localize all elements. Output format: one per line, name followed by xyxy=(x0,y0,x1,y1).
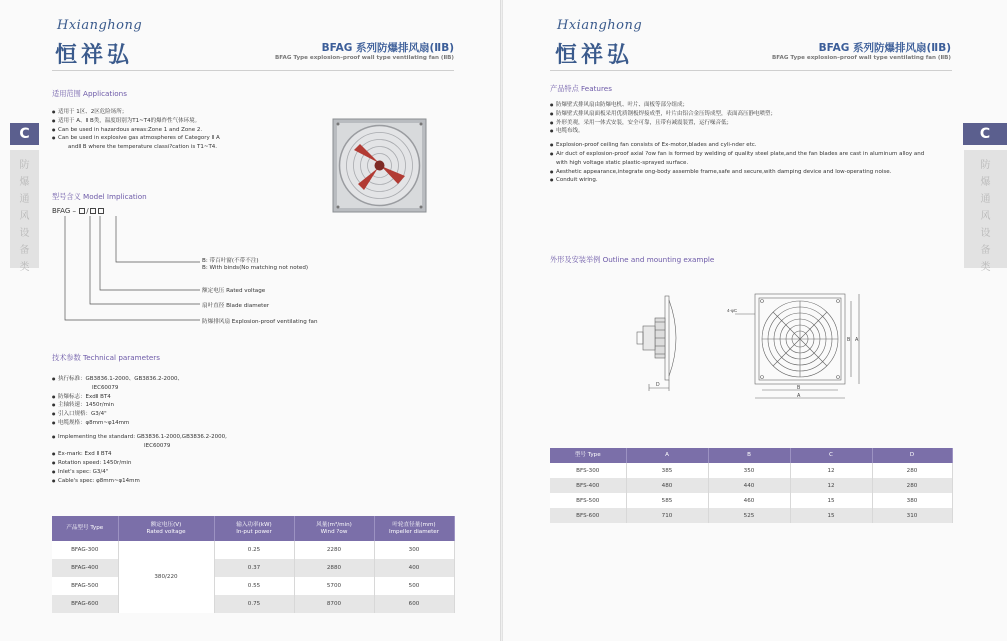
list-item: with high voltage static plastic-sprayed surface. xyxy=(556,159,689,166)
dim-label-d: D xyxy=(656,382,660,388)
list-item: IEC60079 xyxy=(92,384,119,391)
table-header: 型号 Type xyxy=(550,448,626,463)
section-vertical-label: 防 爆 通 风 设 备 类 xyxy=(10,150,39,268)
left-page xyxy=(0,0,500,641)
list-item: ● Ex-mark: Exd Ⅱ BT4 xyxy=(52,450,312,459)
table-header: 叶轮直径量(mm) Impeller diameter xyxy=(374,516,454,541)
model-title: 型号含义 Model Implication xyxy=(52,192,147,201)
list-item: ● Air duct of explosion-proof axial ?ow fan is formed by welding of quality steel plate,and the fan blades are cast in aluminum alloy and xyxy=(550,150,955,159)
list-item: ● 防爆标志：ExdⅡ BT4 xyxy=(52,393,312,402)
legend-item: 额定电压 Rated voltage xyxy=(202,288,266,294)
table-header: B xyxy=(708,448,790,463)
table-header: 输入功率(kW) In-put power xyxy=(214,516,294,541)
technical-list-cn xyxy=(52,375,312,486)
table-row: BFS-500 585 460 15 380 xyxy=(550,493,952,508)
bfs-dimension-table xyxy=(550,448,953,523)
page-title-cn: BFAG 系列防爆排风扇(ⅡB) xyxy=(321,42,454,54)
dim-label-b: B xyxy=(797,385,801,391)
model-legend-lines xyxy=(60,214,205,326)
outline-title: 外形及安装举例 Outline and mounting example xyxy=(550,255,715,264)
table-header-row xyxy=(550,448,952,463)
table-row: BFS-300 385 350 12 280 xyxy=(550,463,952,478)
legend-item: 防爆排风扇 Explosion-proof ventilating fan xyxy=(202,319,318,325)
outline-side-view xyxy=(629,292,689,392)
list-item: ● 电缆规格：φ8mm~φ14mm xyxy=(52,419,312,428)
list-item: ● Cable's spec: φ8mm~φ14mm xyxy=(52,477,312,486)
brand-script: Hxianghong xyxy=(57,18,143,33)
list-item: ● Implementing the standard: GB3836.1-2000,GB3836.2-2000, xyxy=(52,433,312,442)
table-header: 产品型号 Type xyxy=(52,516,118,541)
brand-logo-text: 恒祥弘 xyxy=(55,42,134,68)
table-row: BFAG-300 380/220 0.25 2280 300 xyxy=(52,541,454,559)
table-header: C xyxy=(790,448,872,463)
applications-title: 适用范围 Applications xyxy=(52,89,127,98)
dim-label-a: A xyxy=(797,393,801,399)
table-row: BFAG-400 0.37 2880 400 xyxy=(52,559,454,577)
list-item: ● Inlet's spec: G3/4" xyxy=(52,468,312,477)
legend-item: 扇叶直径 Blade diameter xyxy=(202,303,270,309)
list-item: IEC60079 xyxy=(144,442,171,449)
technical-title: 技术参数 Technical parameters xyxy=(52,353,161,362)
list-item: ● 引入口规格：G3/4" xyxy=(52,410,312,419)
table-header: 风量(m³/min) Wind ?ow xyxy=(294,516,374,541)
list-item: ● Aesthetic appearance,integrate ong-body assemble frame,safe and secure,with damping device and low-operating noise. xyxy=(550,168,955,177)
table-header: D xyxy=(872,448,952,463)
list-item: ● Rotation speed: 1450r/min xyxy=(52,459,312,468)
header-divider xyxy=(550,70,952,71)
list-item: ● 适用于 1区、2区危险场所； xyxy=(52,108,322,117)
list-item: ● 外形美观，采用一体式安装，安全可靠，且带有减震装置，运行噪音低； xyxy=(550,119,955,128)
outline-front-view xyxy=(727,284,867,404)
section-vertical-label: 防 爆 通 风 设 备 类 xyxy=(964,150,1007,268)
table-row: BFS-600 710 525 15 310 xyxy=(550,508,952,523)
list-item: ● 防爆壁式排风扇面板采用优质钢板焊接成型，叶片由铝合金压铸成型，表面高压静电喷塑； xyxy=(550,110,955,119)
table-header-row xyxy=(52,516,454,541)
table-row: BFAG-600 0.75 8700 600 xyxy=(52,595,454,613)
list-item: ● Can be used in explosive gas atmospheres of Category Ⅱ A xyxy=(52,134,322,143)
dim-label-holes: 4-φC xyxy=(727,308,738,313)
voltage-cell: 380/220 xyxy=(118,541,214,613)
section-tab[interactable]: C xyxy=(963,123,1007,145)
list-item: ● 适用于 A、Ⅱ B类，温度组别为T1~T4的爆炸性气体环境。 xyxy=(52,117,322,126)
dim-label-b-vertical: B xyxy=(847,337,851,343)
list-item: andⅡ B where the temperature classi?cation is T1~T4. xyxy=(68,144,218,151)
table-header: A xyxy=(626,448,708,463)
right-page xyxy=(503,0,1007,641)
table-row: BFS-400 480 440 12 280 xyxy=(550,478,952,493)
model-code: BFAG – / xyxy=(52,207,105,215)
fan-product-image xyxy=(332,118,427,213)
features-title: 产品特点 Features xyxy=(550,84,612,93)
list-item: ● Conduit wiring. xyxy=(550,176,955,185)
bfag-spec-table xyxy=(52,516,455,613)
section-tab[interactable]: C xyxy=(10,123,39,145)
brand-logo-text: 恒祥弘 xyxy=(555,42,634,68)
applications-list xyxy=(52,108,322,152)
list-item: ● 执行标准：GB3836.1-2000、GB3836.2-2000、 xyxy=(52,375,312,384)
list-item: ● Explosion-proof ceiling fan consists of Ex-motor,blades and cyli-nder etc. xyxy=(550,141,955,150)
table-row: BFAG-500 0.55 5700 500 xyxy=(52,577,454,595)
legend-item: B: 带百叶窗(不带不注) xyxy=(202,258,259,264)
page-title-cn: BFAG 系列防爆排风扇(ⅡB) xyxy=(818,42,951,54)
legend-item: B: With binds(No matching not noted) xyxy=(202,265,309,271)
list-item: ● 电缆布线。 xyxy=(550,127,955,136)
list-item: ● 主轴转速：1450r/min xyxy=(52,401,312,410)
list-item: ● 防爆壁式排风扇由防爆电机、叶片、面板等部分组成； xyxy=(550,101,955,110)
dim-label-a-vertical: A xyxy=(855,337,859,343)
brand-script: Hxianghong xyxy=(557,18,643,33)
page-title-en: BFAG Type explosion–proof wall type ventilating fan (ⅡB) xyxy=(772,55,951,61)
list-item: ● Can be used in hazardous areas:Zone 1 and Zone 2. xyxy=(52,126,322,135)
features-list xyxy=(550,101,955,185)
table-header: 额定电压(V) Rated voltage xyxy=(118,516,214,541)
page-title-en: BFAG Type explosion–proof wall type ventilating fan (ⅡB) xyxy=(275,55,454,61)
header-divider xyxy=(52,70,454,71)
